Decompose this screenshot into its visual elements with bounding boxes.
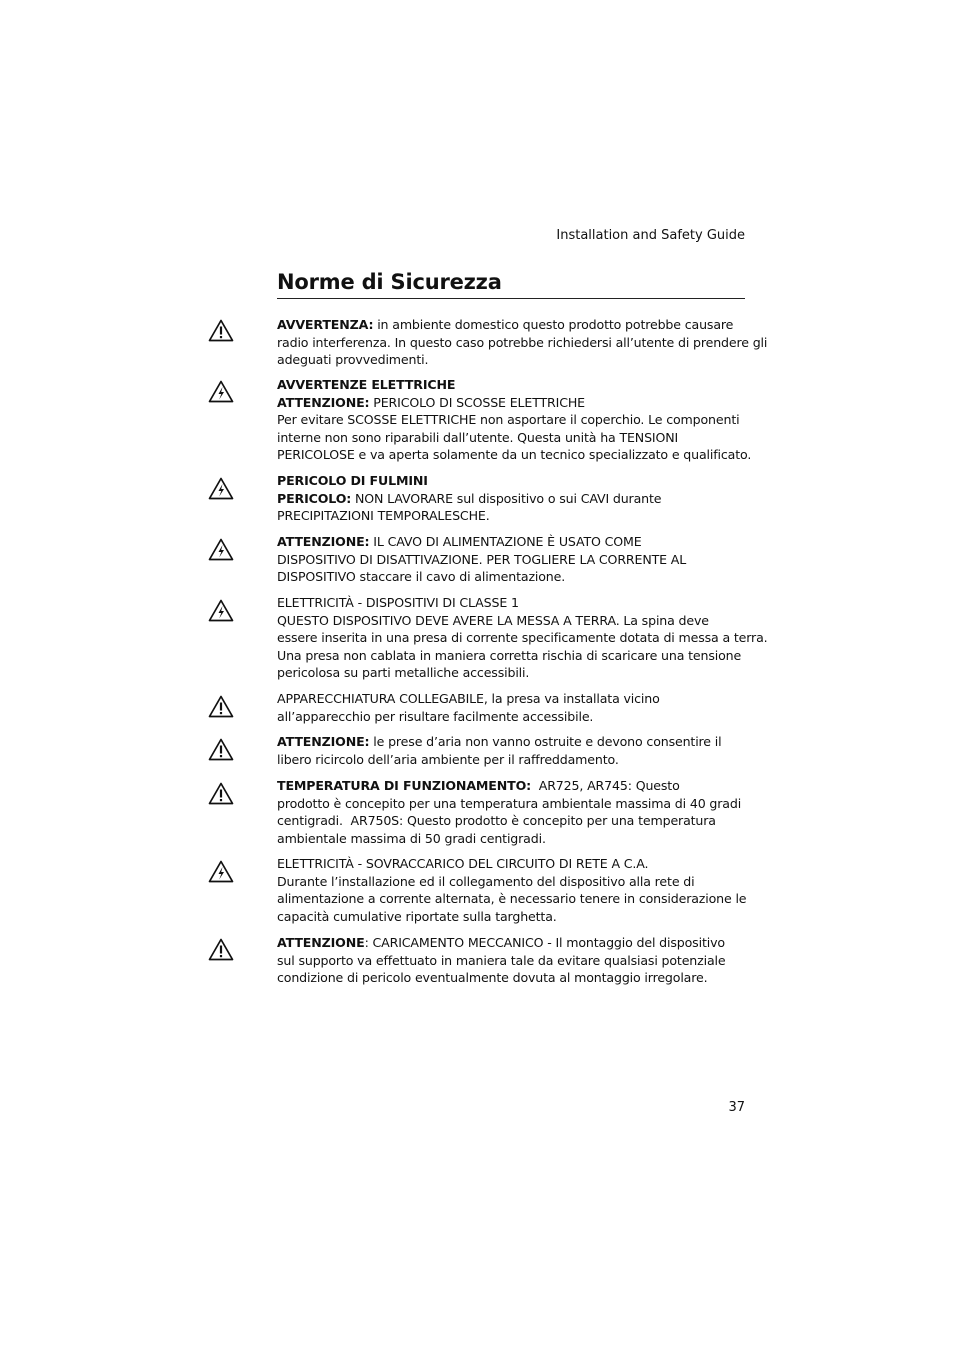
notice-line: PRECIPITAZIONI TEMPORALESCHE.: [277, 508, 490, 524]
notice-heading: PERICOLO DI FULMINI: [277, 473, 428, 488]
notice-line: ATTENZIONE: IL CAVO DI ALIMENTAZIONE È USATO COME: [277, 534, 642, 549]
notice-line: DISPOSITIVO staccare il cavo di alimentazione.: [277, 569, 566, 585]
notice-line: ATTENZIONE: le prese d’aria non vanno ostruite e devono consentire il: [277, 734, 722, 749]
notice-line: essere inserita in una presa di corrente specificamente dotata di messa a terra.: [277, 630, 768, 646]
notice-line: capacità cumulative riportate sulla targhetta.: [277, 908, 557, 924]
notice-line: ambientale massima di 50 gradi centigradi.: [277, 830, 546, 846]
notice-heading: AVVERTENZE ELETTRICHE: [277, 377, 456, 392]
notice-pluggable-equipment: [277, 690, 747, 725]
notice-line: ELETTRICITÀ - SOVRACCARICO DEL CIRCUITO DI RETE A C.A.: [277, 856, 649, 871]
notice-line: all’apparecchio per risultare facilmente accessibile.: [277, 708, 594, 724]
notice-class1-grounding: [277, 594, 768, 682]
notice-line: TEMPERATURA DI FUNZIONAMENTO: AR725, AR745: Questo: [277, 778, 680, 793]
notice-line: QUESTO DISPOSITIVO DEVE AVERE LA MESSA A TERRA. La spina deve: [277, 612, 709, 628]
electric-shock-warning-icon: [208, 477, 234, 500]
notice-line: libero ricircolo dell’aria ambiente per il raffreddamento.: [277, 751, 619, 767]
notice-line: ATTENZIONE: CARICAMENTO MECCANICO - Il montaggio del dispositivo: [277, 935, 725, 950]
page-number: 37: [728, 1100, 745, 1115]
notice-line: prodotto è concepito per una temperatura ambientale massima di 40 gradi: [277, 795, 742, 811]
notice-lightning-danger: [277, 472, 747, 525]
warning-triangle-icon: [208, 695, 234, 718]
notice-line: Durante l’installazione ed il collegamento del dispositivo alla rete di: [277, 873, 695, 889]
notice-line: pericolosa su parti metalliche accessibili.: [277, 665, 530, 681]
notice-line: sul supporto va effettuato in maniera tale da evitare qualsiasi potenziale: [277, 952, 726, 968]
notice-line: condizione di pericolo eventualmente dovuta al montaggio irregolare.: [277, 970, 708, 986]
notice-line: interne non sono riparabili dall’utente. Questa unità ha TENSIONI: [277, 429, 679, 445]
notice-line: radio interferenza. In questo caso potrebbe richiedersi all’utente di prendere gli: [277, 334, 768, 350]
warning-triangle-icon: [208, 938, 234, 961]
notice-line: adeguati provvedimenti.: [277, 352, 429, 368]
notice-power-cord-disconnect: [277, 533, 747, 586]
notice-line: centigradi. AR750S: Questo prodotto è concepito per una temperatura: [277, 813, 716, 829]
running-header: Installation and Safety Guide: [556, 228, 745, 243]
notice-line: APPARECCHIATURA COLLEGABILE, la presa va installata vicino: [277, 691, 660, 706]
notice-line: ATTENZIONE: PERICOLO DI SCOSSE ELETTRICHE: [277, 394, 585, 410]
warning-triangle-icon: [208, 782, 234, 805]
electric-shock-warning-icon: [208, 538, 234, 561]
notice-line: PERICOLO: NON LAVORARE sul dispositivo o sui CAVI durante: [277, 490, 662, 506]
notice-operating-temperature: [277, 777, 747, 847]
warning-triangle-icon: [208, 738, 234, 761]
notice-line: DISPOSITIVO DI DISATTIVAZIONE. PER TOGLIERE LA CORRENTE AL: [277, 551, 687, 567]
electric-shock-warning-icon: [208, 380, 234, 403]
page-title: Norme di Sicurezza: [277, 270, 745, 299]
notice-line: alimentazione a corrente alternata, è necessario tenere in considerazione le: [277, 891, 747, 907]
notice-air-vents: [277, 733, 747, 768]
notice-ac-circuit-overload: [277, 855, 747, 925]
notice-mechanical-loading: [277, 934, 747, 987]
notice-line: AVVERTENZA: in ambiente domestico questo prodotto potrebbe causare: [277, 317, 734, 332]
electric-shock-warning-icon: [208, 860, 234, 883]
warning-triangle-icon: [208, 319, 234, 342]
electric-shock-warning-icon: [208, 599, 234, 622]
notice-line: ELETTRICITÀ - DISPOSITIVI DI CLASSE 1: [277, 595, 519, 610]
notice-emc-warning: [277, 316, 768, 369]
notice-line: Una presa non cablata in maniera corretta rischia di scaricare una tensione: [277, 647, 742, 663]
notice-line: PERICOLOSE e va aperta solamente da un tecnico specializzato e qualificato.: [277, 447, 752, 463]
notice-electrical-warnings: [277, 376, 752, 464]
notice-line: Per evitare SCOSSE ELETTRICHE non asportare il coperchio. Le componenti: [277, 412, 740, 428]
